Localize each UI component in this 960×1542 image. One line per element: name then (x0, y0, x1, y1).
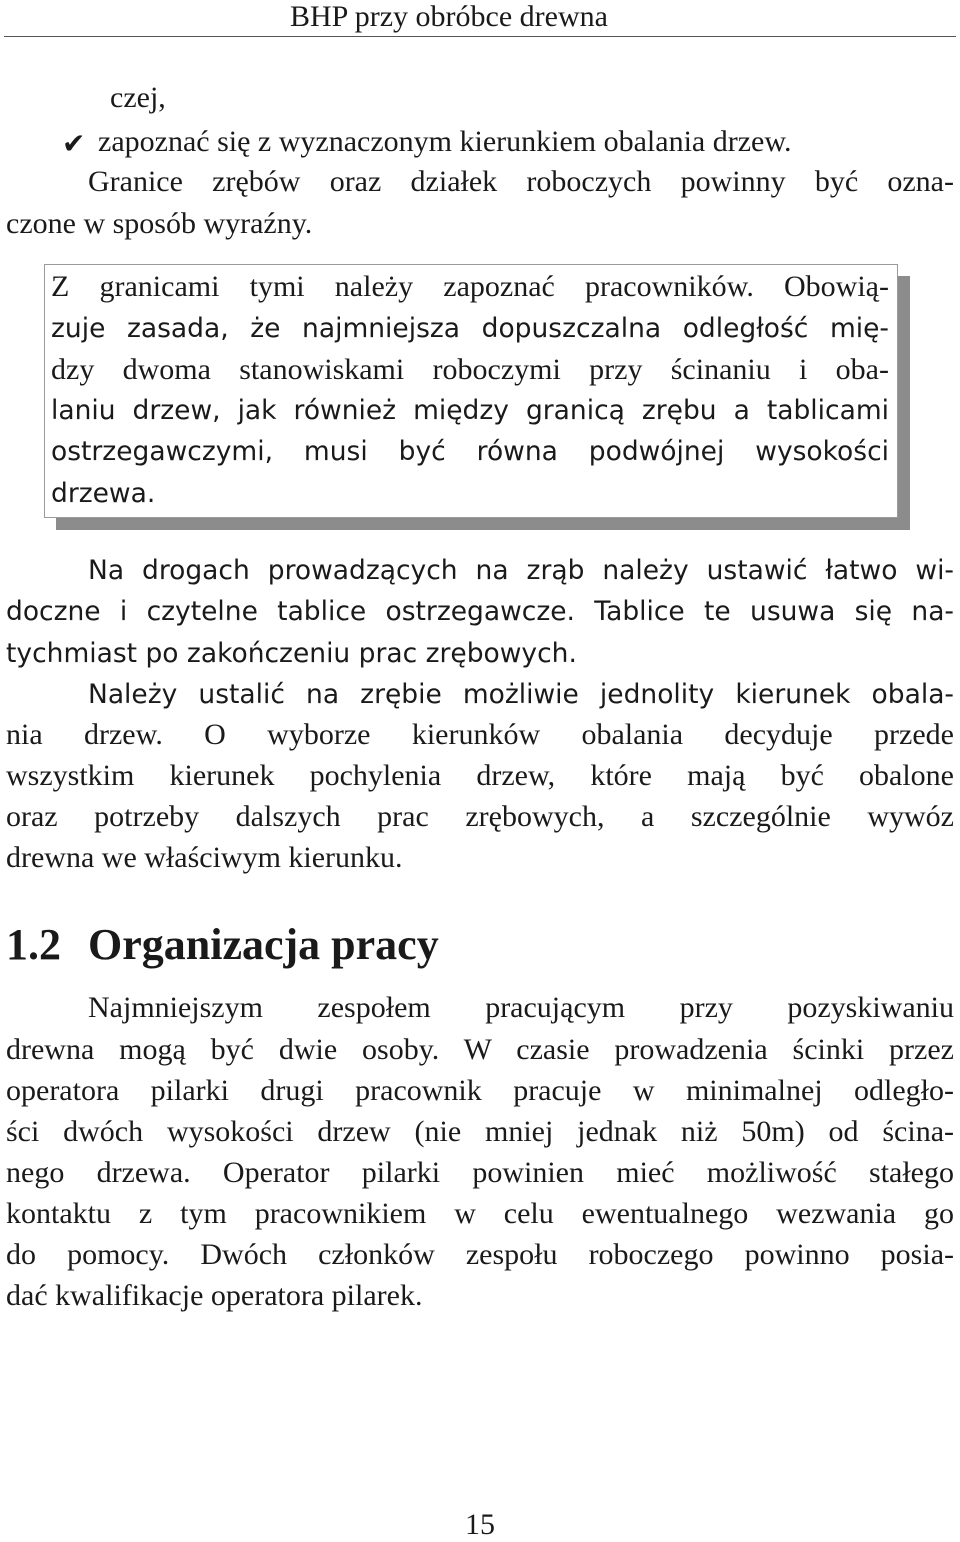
running-header (0, 0, 960, 38)
paragraph-line: Najmniejszym zespołem pracującym przy pozyskiwaniu (88, 991, 954, 1024)
paragraph-line: Na drogach prowadzących na zrąb należy ustawić łatwo wi- (88, 555, 954, 586)
paragraph-line: doczne i czytelne tablice ostrzegawcze. Tablice te usuwa się na- (6, 596, 954, 627)
section-number: 1.2 (6, 920, 61, 969)
paragraph-line: czone w sposób wyraźny. (6, 207, 313, 240)
paragraph-line: nia drzew. O wyborze kierunków obalania decyduje przede (6, 718, 954, 751)
header-rule (4, 36, 956, 37)
page-number: 15 (465, 1508, 495, 1541)
note-line: Z granicami tymi należy zapoznać pracowników. Obowią- (51, 270, 889, 303)
paragraph-line: drewna mogą być dwie osoby. W czasie prowadzenia ścinki przez (6, 1033, 954, 1066)
paragraph-line: drewna we właściwym kierunku. (6, 841, 403, 874)
paragraph-line: tychmiast po zakończeniu prac zrębowych. (6, 638, 577, 669)
bullet-item: zapoznać się z wyznaczonym kierunkiem obalania drzew. (98, 125, 792, 158)
paragraph-line: oraz potrzeby dalszych prac zrębowych, a szczególnie wywóz (6, 800, 954, 833)
paragraph-line: Granice zrębów oraz działek roboczych powinny być ozna- (88, 165, 954, 198)
note-line: drzewa. (51, 478, 156, 509)
paragraph-line: operatora pilarki drugi pracownik pracuje w minimalnej odległo- (6, 1074, 954, 1107)
note-line: dzy dwoma stanowiskami roboczymi przy ścinaniu i oba- (51, 353, 889, 386)
note-line: ostrzegawczymi, musi być równa podwójnej wysokości (51, 436, 889, 467)
note-line: zuje zasada, że najmniejsza dopuszczalna odległość mię- (51, 313, 889, 344)
paragraph-line: nego drzewa. Operator pilarki powinien mieć możliwość stałego (6, 1156, 954, 1189)
note-line: laniu drzew, jak również między granicą zrębu a tablicami (51, 395, 889, 426)
paragraph-line: kontaktu z tym pracownikiem w celu ewentualnego wezwania go (6, 1197, 954, 1230)
paragraph-line: ści dwóch wysokości drzew (nie mniej jednak niż 50m) od ścina- (6, 1115, 954, 1148)
paragraph-line: dać kwalifikacje operatora pilarek. (6, 1279, 423, 1312)
intro-fragment: czej, (110, 81, 166, 114)
paragraph-line: wszystkim kierunek pochylenia drzew, które mają być obalone (6, 759, 954, 792)
section-heading (6, 918, 439, 972)
paragraph-line: do pomocy. Dwóch członków zespołu roboczego powinno posia- (6, 1238, 954, 1271)
check-mark-icon: ✔ (62, 127, 86, 160)
note-box (44, 264, 898, 518)
header-title: BHP przy obróbce drewna (290, 0, 608, 33)
paragraph-line: Należy ustalić na zrębie możliwie jednolity kierunek obala- (88, 679, 954, 710)
section-title: Organizacja pracy (88, 920, 439, 969)
